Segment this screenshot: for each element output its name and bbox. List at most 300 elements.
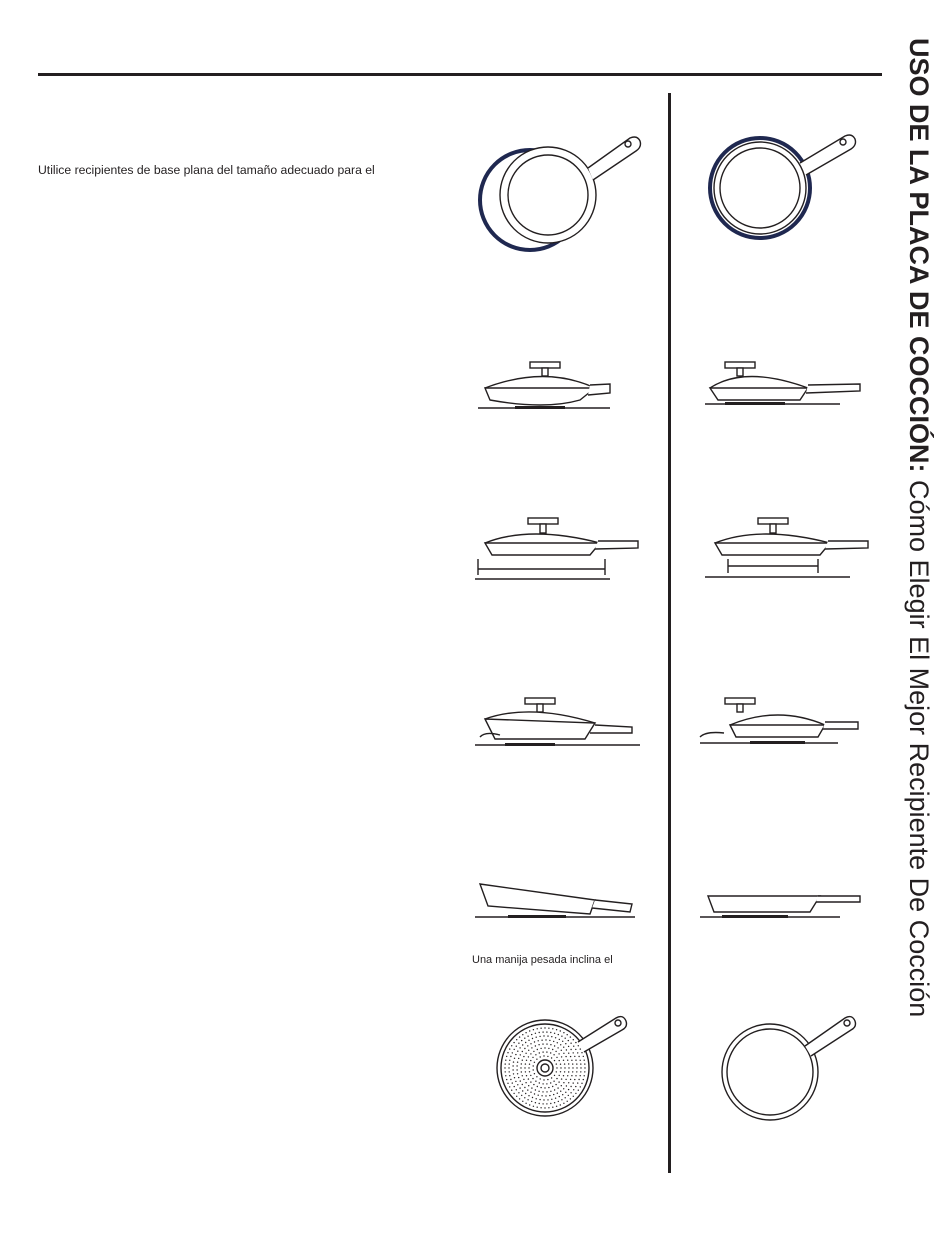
- texture-dot: [568, 1067, 569, 1068]
- texture-dot: [511, 1090, 512, 1091]
- texture-dot: [524, 1038, 525, 1039]
- texture-dot: [538, 1091, 539, 1092]
- texture-dot: [518, 1058, 519, 1059]
- texture-dot: [530, 1075, 531, 1076]
- texture-dot: [548, 1087, 549, 1088]
- texture-dot: [516, 1096, 517, 1097]
- texture-dot: [526, 1075, 527, 1076]
- pan-handle: [825, 541, 868, 549]
- pan-lid: [715, 534, 830, 543]
- texture-dot: [525, 1053, 526, 1054]
- texture-dot: [524, 1087, 525, 1088]
- pan-body: [708, 896, 820, 912]
- pan-handle: [806, 384, 860, 393]
- texture-dot: [546, 1091, 547, 1092]
- texture-dot: [577, 1082, 578, 1083]
- texture-dot: [557, 1042, 558, 1043]
- texture-dot: [565, 1043, 566, 1044]
- texture-dot: [540, 1056, 541, 1057]
- texture-dot: [525, 1082, 526, 1083]
- texture-dot: [578, 1079, 579, 1080]
- texture-dot: [517, 1084, 518, 1085]
- texture-dot: [513, 1093, 514, 1094]
- lid-knob: [725, 362, 755, 368]
- texture-dot: [567, 1060, 568, 1061]
- top-rule: [38, 73, 882, 76]
- texture-dot: [568, 1082, 569, 1083]
- texture-dot: [512, 1065, 513, 1066]
- burner-element: [725, 402, 785, 405]
- burner-element: [508, 915, 566, 918]
- texture-dot: [546, 1031, 547, 1032]
- texture-dot: [530, 1092, 531, 1093]
- texture-dot: [525, 1032, 526, 1033]
- pan-lid: [485, 534, 600, 543]
- texture-dot: [551, 1099, 552, 1100]
- texture-dot: [562, 1041, 563, 1042]
- lid-stem: [737, 368, 743, 376]
- pan-lid: [730, 715, 825, 725]
- texture-dot: [580, 1086, 581, 1087]
- texture-dot: [565, 1056, 566, 1057]
- texture-dot: [572, 1071, 573, 1072]
- texture-dot: [510, 1079, 511, 1080]
- side-title: [900, 38, 940, 1168]
- texture-dot: [570, 1056, 571, 1057]
- texture-dot: [547, 1079, 548, 1080]
- texture-dot: [573, 1089, 574, 1090]
- texture-dot: [506, 1079, 507, 1080]
- texture-dot: [546, 1083, 547, 1084]
- texture-dot: [544, 1047, 545, 1048]
- texture-dot: [552, 1028, 553, 1029]
- texture-dot: [571, 1075, 572, 1076]
- texture-dot: [556, 1078, 557, 1079]
- texture-dot: [575, 1086, 576, 1087]
- texture-dot: [584, 1063, 585, 1064]
- texture-dot: [556, 1106, 557, 1107]
- texture-dot: [532, 1078, 533, 1079]
- texture-dot: [561, 1078, 562, 1079]
- texture-dot: [561, 1056, 562, 1057]
- texture-dot: [543, 1035, 544, 1036]
- texture-dot: [575, 1042, 576, 1043]
- texture-dot: [555, 1037, 556, 1038]
- texture-dot: [566, 1085, 567, 1086]
- pan-lid: [485, 377, 595, 389]
- texture-dot: [578, 1090, 579, 1091]
- texture-dot: [516, 1065, 517, 1066]
- texture-dot: [553, 1094, 554, 1095]
- texture-dot: [565, 1092, 566, 1093]
- texture-dot: [568, 1040, 569, 1041]
- texture-dot: [550, 1091, 551, 1092]
- texture-dot: [505, 1060, 506, 1061]
- texture-dot: [505, 1071, 506, 1072]
- pan-handle: [816, 896, 860, 902]
- texture-dot: [555, 1051, 556, 1052]
- texture-dot: [563, 1053, 564, 1054]
- texture-dot: [509, 1075, 510, 1076]
- texture-dot: [549, 1040, 550, 1041]
- texture-dot: [558, 1053, 559, 1054]
- texture-dot: [519, 1098, 520, 1099]
- texture-dot: [527, 1045, 528, 1046]
- illustration-warped-pan-side: [470, 695, 650, 755]
- texture-dot: [513, 1061, 514, 1062]
- texture-dot: [570, 1098, 571, 1099]
- texture-dot: [575, 1060, 576, 1061]
- texture-dot: [515, 1054, 516, 1055]
- texture-dot: [553, 1081, 554, 1082]
- texture-dot: [568, 1063, 569, 1064]
- texture-dot: [544, 1027, 545, 1028]
- burner-element: [515, 406, 565, 409]
- texture-dot: [538, 1044, 539, 1045]
- texture-dot: [541, 1040, 542, 1041]
- texture-dot: [561, 1099, 562, 1100]
- pan-body: [710, 388, 808, 400]
- pan-body: [730, 725, 825, 737]
- texture-dot: [528, 1078, 529, 1079]
- texture-dot: [517, 1062, 518, 1063]
- texture-dot: [531, 1087, 532, 1088]
- texture-dot: [548, 1107, 549, 1108]
- texture-dot: [522, 1084, 523, 1085]
- texture-dot: [522, 1101, 523, 1102]
- texture-dot: [554, 1075, 555, 1076]
- texture-dot: [547, 1056, 548, 1057]
- texture-dot: [551, 1077, 552, 1078]
- texture-dot: [509, 1071, 510, 1072]
- illustration-heavy-handle-tilt: [470, 880, 650, 925]
- burner-element: [750, 741, 805, 744]
- texture-dot: [572, 1063, 573, 1064]
- texture-dot: [562, 1094, 563, 1095]
- texture-dot: [556, 1063, 557, 1064]
- pan-body: [715, 543, 830, 555]
- texture-dot: [530, 1081, 531, 1082]
- illustration-flat-bottom-side: [700, 360, 880, 415]
- texture-dot: [506, 1056, 507, 1057]
- texture-dot: [540, 1048, 541, 1049]
- texture-dot: [574, 1056, 575, 1057]
- illustration-curved-bottom-side: [470, 360, 650, 415]
- burner-element: [722, 915, 788, 918]
- texture-dot: [514, 1049, 515, 1050]
- texture-dot: [550, 1044, 551, 1045]
- texture-dot: [512, 1082, 513, 1083]
- texture-dot: [570, 1049, 571, 1050]
- texture-dot: [539, 1036, 540, 1037]
- texture-dot: [546, 1043, 547, 1044]
- texture-dot: [546, 1103, 547, 1104]
- texture-dot: [584, 1067, 585, 1068]
- texture-dot: [518, 1077, 519, 1078]
- texture-dot: [542, 1091, 543, 1092]
- texture-dot: [514, 1086, 515, 1087]
- texture-dot: [522, 1075, 523, 1076]
- texture-dot: [561, 1050, 562, 1051]
- texture-dot: [531, 1034, 532, 1035]
- texture-dot: [553, 1041, 554, 1042]
- lid-knob: [725, 698, 755, 704]
- texture-dot: [559, 1039, 560, 1040]
- texture-dot: [537, 1107, 538, 1108]
- texture-dot: [508, 1067, 509, 1068]
- texture-dot: [543, 1099, 544, 1100]
- texture-dot: [565, 1097, 566, 1098]
- texture-dot: [556, 1071, 557, 1072]
- texture-dot: [525, 1042, 526, 1043]
- texture-dot: [573, 1082, 574, 1083]
- illustration-textured-bottom-top: [470, 1008, 650, 1133]
- texture-dot: [546, 1051, 547, 1052]
- texture-dot: [540, 1078, 541, 1079]
- texture-dot: [547, 1099, 548, 1100]
- texture-dot: [537, 1049, 538, 1050]
- texture-dot: [507, 1052, 508, 1053]
- texture-dot: [525, 1093, 526, 1094]
- pan-handle: [592, 900, 632, 912]
- texture-dot: [563, 1047, 564, 1048]
- texture-dot: [534, 1073, 535, 1074]
- texture-dot: [523, 1056, 524, 1057]
- texture-dot: [513, 1073, 514, 1074]
- texture-dot: [575, 1075, 576, 1076]
- texture-dot: [551, 1036, 552, 1037]
- texture-dot: [513, 1042, 514, 1043]
- texture-dot: [542, 1043, 543, 1044]
- lid-stem: [540, 524, 546, 533]
- texture-dot: [578, 1045, 579, 1046]
- pan-body: [480, 884, 595, 914]
- texture-dot: [554, 1060, 555, 1061]
- texture-dot: [544, 1107, 545, 1108]
- texture-dot: [537, 1086, 538, 1087]
- texture-dot: [536, 1076, 537, 1077]
- texture-dot: [549, 1095, 550, 1096]
- texture-dot: [543, 1055, 544, 1056]
- texture-dot: [525, 1063, 526, 1064]
- lid-stem: [770, 524, 776, 533]
- texture-dot: [554, 1045, 555, 1046]
- texture-dot: [556, 1029, 557, 1030]
- texture-dot: [535, 1102, 536, 1103]
- texture-dot: [509, 1086, 510, 1087]
- texture-dot: [520, 1054, 521, 1055]
- texture-dot: [528, 1067, 529, 1068]
- texture-dot: [522, 1044, 523, 1045]
- texture-dot: [563, 1103, 564, 1104]
- texture-dot: [563, 1088, 564, 1089]
- texture-dot: [535, 1089, 536, 1090]
- pan-body: [485, 388, 595, 405]
- texture-dot: [529, 1030, 530, 1031]
- texture-dot: [565, 1079, 566, 1080]
- texture-dot: [531, 1101, 532, 1102]
- texture-dot: [538, 1095, 539, 1096]
- pan-edge: [700, 733, 724, 738]
- texture-dot: [568, 1095, 569, 1096]
- texture-dot: [534, 1093, 535, 1094]
- pan-body: [485, 719, 595, 739]
- texture-dot: [568, 1071, 569, 1072]
- texture-dot: [553, 1054, 554, 1055]
- texture-dot: [520, 1067, 521, 1068]
- texture-dot: [581, 1083, 582, 1084]
- texture-dot: [573, 1052, 574, 1053]
- texture-dot: [509, 1048, 510, 1049]
- texture-dot: [584, 1075, 585, 1076]
- texture-dot: [550, 1082, 551, 1083]
- texture-dot: [568, 1053, 569, 1054]
- texture-dot: [571, 1060, 572, 1061]
- texture-dot: [551, 1057, 552, 1058]
- texture-dot: [573, 1096, 574, 1097]
- lid-stem: [737, 704, 743, 712]
- texture-dot: [539, 1099, 540, 1100]
- texture-dot: [583, 1079, 584, 1080]
- texture-dot: [510, 1056, 511, 1057]
- texture-dot: [552, 1107, 553, 1108]
- texture-dot: [564, 1063, 565, 1064]
- texture-dot: [550, 1052, 551, 1053]
- texture-dot: [518, 1092, 519, 1093]
- texture-dot: [528, 1095, 529, 1096]
- texture-dot: [539, 1052, 540, 1053]
- texture-dot: [554, 1102, 555, 1103]
- texture-dot: [528, 1050, 529, 1051]
- texture-dot: [512, 1052, 513, 1053]
- texture-dot: [542, 1103, 543, 1104]
- texture-dot: [563, 1060, 564, 1061]
- texture-dot: [521, 1040, 522, 1041]
- pan-rim: [500, 147, 596, 243]
- texture-dot: [561, 1085, 562, 1086]
- texture-dot: [565, 1038, 566, 1039]
- texture-dot: [560, 1104, 561, 1105]
- texture-dot: [543, 1079, 544, 1080]
- texture-dot: [530, 1053, 531, 1054]
- texture-dot: [527, 1089, 528, 1090]
- texture-dot: [512, 1069, 513, 1070]
- texture-dot: [577, 1052, 578, 1053]
- texture-dot: [524, 1048, 525, 1049]
- texture-dot: [514, 1058, 515, 1059]
- texture-dot: [559, 1075, 560, 1076]
- texture-dot: [563, 1075, 564, 1076]
- texture-dot: [556, 1057, 557, 1058]
- texture-dot: [550, 1032, 551, 1033]
- texture-dot: [552, 1049, 553, 1050]
- texture-dot: [514, 1077, 515, 1078]
- texture-dot: [518, 1043, 519, 1044]
- texture-dot: [567, 1034, 568, 1035]
- texture-dot: [536, 1059, 537, 1060]
- texture-dot: [532, 1057, 533, 1058]
- texture-dot: [578, 1056, 579, 1057]
- pan-rim: [497, 1020, 593, 1116]
- texture-dot: [535, 1081, 536, 1082]
- texture-dot: [564, 1071, 565, 1072]
- texture-dot: [542, 1051, 543, 1052]
- texture-dot: [547, 1035, 548, 1036]
- texture-dot: [533, 1029, 534, 1030]
- texture-dot: [558, 1081, 559, 1082]
- pan-handle: [590, 725, 632, 733]
- pan-handle: [578, 1017, 627, 1052]
- texture-dot: [563, 1032, 564, 1033]
- texture-dot: [570, 1086, 571, 1087]
- texture-dot: [507, 1083, 508, 1084]
- texture-dot: [528, 1085, 529, 1086]
- texture-dot: [531, 1047, 532, 1048]
- texture-dot: [568, 1089, 569, 1090]
- texture-dot: [560, 1044, 561, 1045]
- texture-dot: [548, 1028, 549, 1029]
- texture-dot: [570, 1043, 571, 1044]
- texture-dot: [575, 1049, 576, 1050]
- lid-stem: [542, 368, 548, 376]
- texture-dot: [530, 1043, 531, 1044]
- texture-dot: [567, 1101, 568, 1102]
- texture-dot: [522, 1090, 523, 1091]
- texture-dot: [516, 1046, 517, 1047]
- texture-dot: [584, 1060, 585, 1061]
- texture-dot: [554, 1033, 555, 1034]
- texture-dot: [519, 1036, 520, 1037]
- texture-dot: [560, 1064, 561, 1065]
- lid-knob: [528, 518, 558, 524]
- texture-dot: [558, 1101, 559, 1102]
- texture-dot: [580, 1060, 581, 1061]
- texture-dot: [575, 1093, 576, 1094]
- texture-dot: [560, 1030, 561, 1031]
- texture-dot: [522, 1060, 523, 1061]
- texture-dot: [525, 1103, 526, 1104]
- texture-dot: [529, 1071, 530, 1072]
- texture-dot: [540, 1107, 541, 1108]
- pan-rim: [714, 142, 806, 234]
- texture-dot: [576, 1063, 577, 1064]
- texture-dot: [526, 1060, 527, 1061]
- texture-dot: [567, 1075, 568, 1076]
- texture-dot: [528, 1040, 529, 1041]
- texture-dot: [572, 1067, 573, 1068]
- texture-dot: [545, 1039, 546, 1040]
- texture-dot: [525, 1071, 526, 1072]
- texture-dot: [563, 1082, 564, 1083]
- texture-dot: [539, 1103, 540, 1104]
- texture-dot: [540, 1028, 541, 1029]
- texture-dot: [540, 1087, 541, 1088]
- texture-dot: [535, 1033, 536, 1034]
- texture-dot: [520, 1080, 521, 1081]
- texture-dot: [516, 1069, 517, 1070]
- illustration-balanced-handle: [700, 880, 880, 925]
- texture-dot: [538, 1040, 539, 1041]
- pan-body: [485, 543, 600, 555]
- texture-dot: [576, 1067, 577, 1068]
- texture-dot: [524, 1097, 525, 1098]
- texture-dot: [533, 1084, 534, 1085]
- intro-text: Utilice recipientes de base plana del tamaño adecuado para el: [38, 163, 375, 177]
- side-title-regular: Cómo Elegir El Mejor Recipiente De Cocción: [904, 472, 934, 1018]
- texture-dot: [534, 1062, 535, 1063]
- texture-dot: [509, 1060, 510, 1061]
- texture-dot: [535, 1054, 536, 1055]
